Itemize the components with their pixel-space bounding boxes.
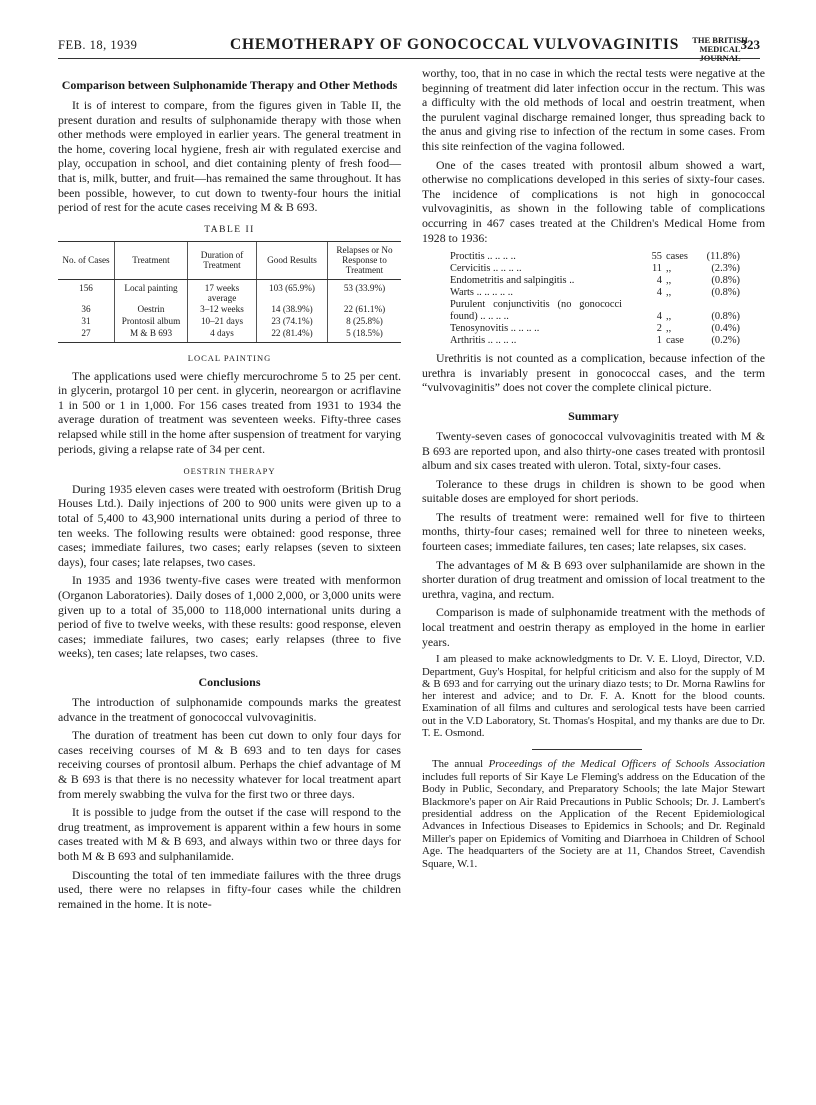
- complication-count: 11: [651, 263, 662, 275]
- complication-unit: ,,: [666, 287, 672, 299]
- conclusions-heading: Conclusions: [198, 674, 261, 689]
- conclusions-paragraph-3: It is possible to judge from the outset if the case will respond to the drug treatment, as improvement is apparent within a few hours in some cases treated with M & B 693, and always within two or three days for both M & B 693 and sulphanilamide.: [58, 805, 401, 863]
- complication-name: Tenosynovitis .. .. .. ..: [450, 323, 540, 335]
- summary-paragraph-4: The advantages of M & B 693 over sulphanilamide are shown in the shorter duration of drug treatment and omission of local treatment to the urethra, vagina, and rectum.: [422, 557, 765, 601]
- complications-paragraph: One of the cases treated with prontosil album showed a wart, otherwise no complications developed in this series of sixty-four cases. The incidence of complications is not high in gonococcal vulvovaginitis, as shown in the following table of complications occurring in 467 cases treated at the Children's Medical Home from 1928 to 1936:: [422, 157, 765, 245]
- table-row: [58, 280, 401, 305]
- complication-unit: case: [666, 335, 684, 347]
- table-row: [58, 304, 401, 316]
- complication-name: Arthritis .. .. .. ..: [450, 335, 517, 347]
- complication-percent: (2.3%): [711, 263, 740, 275]
- table-cell: 8 (25.8%): [328, 316, 402, 328]
- left-column: [58, 66, 401, 915]
- complications-table: [450, 251, 740, 347]
- complication-percent: (11.8%): [706, 251, 740, 263]
- complication-count: 4: [656, 275, 662, 287]
- complication-row: [450, 251, 740, 263]
- table-cell: 53 (33.9%): [328, 280, 402, 305]
- table-cell: 10–21 days: [188, 316, 257, 328]
- complication-percent: (0.8%): [711, 275, 740, 287]
- notice-text-pre: The annual: [432, 758, 489, 771]
- header-rule: [58, 58, 760, 59]
- complication-unit: ,,: [666, 323, 672, 335]
- table-cell: Prontosil album: [115, 316, 188, 328]
- header-journal-line1: THE BRITISH: [692, 35, 748, 45]
- table-cell: 22 (81.4%): [257, 328, 328, 343]
- summary-paragraph-3: The results of treatment were: remained well for five to thirteen months, thirty-four cases; remained well for three to nineteen weeks, fourteen cases; immediate failures, ten cases; late relapses, six cases.: [422, 509, 765, 554]
- table-cell: M & B 693: [115, 328, 188, 343]
- complication-percent: (0.8%): [711, 287, 740, 299]
- table-header-cell: Treatment: [115, 242, 188, 280]
- acknowledgments: I am pleased to make acknowledgments to Dr. V. E. Lloyd, Director, V.D. Department, Guy's Hospital, for helpful criticism and also for the supply of M & B 693 and for carrying out the urinary diazo tests; to Dr. Morna Rawlins for her interest and advice; and to Dr. F. A. Knott for the blood counts. Examination of all films and cultures and serological tests have been carried out in the V.D Laboratory, St. Thomas's Hospital, and my thanks are due to Dr. T. E. Osmond.: [422, 653, 765, 739]
- right-column: [422, 66, 765, 870]
- complication-name: Cervicitis .. .. .. ..: [450, 263, 522, 275]
- complication-count: 2: [656, 323, 662, 335]
- summary-paragraph-5: Comparison is made of sulphonamide treatment with the methods of local treatment and oestrin therapy as employed in the home in earlier years.: [422, 605, 765, 649]
- conclusions-paragraph-4: Discounting the total of ten immediate failures with the three drugs used, there were no relapses in fifty-four cases while the children remained in the home. It is note-: [58, 867, 401, 911]
- table-cell: 17 weeks average: [188, 280, 257, 305]
- table-cell: 103 (65.9%): [257, 280, 328, 305]
- section-divider: [532, 749, 642, 750]
- table-cell: Oestrin: [115, 304, 188, 316]
- complication-unit: ,,: [666, 275, 672, 287]
- table-header-cell: No. of Cases: [58, 242, 115, 280]
- table-cell: 3–12 weeks: [188, 304, 257, 316]
- oestrin-paragraph-2: In 1935 and 1936 twenty-five cases were treated with menformon (Organon Laboratories). Daily doses of 1,000 2,000, or 3,000 units were given up to a total of 35,000 to 118,000 international units during a period of five to twelve weeks, with these results: good response, eleven cases; immediate failures, two cases; early relapses (three to five weeks), ten cases; late relapses, two cases.: [58, 573, 401, 661]
- complication-row: [450, 299, 740, 323]
- complication-count: 4: [656, 311, 662, 323]
- complication-name: Proctitis .. .. .. ..: [450, 251, 516, 263]
- complication-name: Warts .. .. .. .. ..: [450, 287, 513, 299]
- conclusions-paragraph-1: The introduction of sulphonamide compounds marks the greatest advance in the treatment of gonococcal vulvovaginitis.: [58, 694, 401, 724]
- comparison-paragraph: It is of interest to compare, from the figures given in Table II, the present duration and results of sulphonamide therapy with those when other methods were employed in earlier years. The general treatment in the home, covering local hygiene, fresh air with regulated exercise and play, occupation in school, and diet containing plenty of fresh food—that is, milk, butter, and fruit—has remained the same throughout. It has been possible, however, to cut down to twenty-four hours the initial period of rest for the acute cases receiving M & B 693.: [58, 98, 401, 215]
- table-header-row: [58, 242, 401, 280]
- conclusions-paragraph-2: The duration of treatment has been cut down to only four days for cases receiving courses of M & B 693 and to ten days for cases receiving courses of prontosil album. Perhaps the chief advantage of M & B 693 is that there is no necessity whatever for local treatment apart from merely swabbing the vulva for the first two or three days.: [58, 728, 401, 801]
- oestrin-heading: OESTRIN THERAPY: [183, 466, 276, 477]
- notice-text-post: includes full reports of Sir Kaye Le Fleming's address on the Education of the Body in Public, Secondary, and Preparatory Schools; the late Major Stewart Blackmore's paper on Air Raid Precautions in Public Schools; Dr. J. Lambert's presidential address on the Application of the Recent Epidemiological Advances in Infectious Diseases to Epidemics in Schools; and Dr. Reginald Miller's paper on Epidemics of Vomiting and Diarrhoea in Children of School Age. The headquarters of the Society are at 11, Chandos Street, Cavendish Square, W.1.: [422, 770, 765, 870]
- comparison-heading: Comparison between Sulphonamide Therapy and Other Methods: [61, 78, 398, 92]
- running-header: [58, 35, 760, 63]
- summary-heading: Summary: [568, 408, 619, 423]
- complication-row: [450, 275, 740, 287]
- header-title: CHEMOTHERAPY OF GONOCOCCAL VULVOVAGINITIS: [230, 36, 680, 53]
- table-cell: 4 days: [188, 328, 257, 343]
- table-cell: 23 (74.1%): [257, 316, 328, 328]
- table-cell: 31: [81, 315, 91, 326]
- urethritis-paragraph: Urethritis is not counted as a complication, because infection of the urethra is invariably present in gonococcal cases, and the term “vulvovaginitis” does not cover the complete clinical picture.: [422, 351, 765, 395]
- oestrin-paragraph-1: During 1935 eleven cases were treated with oestroform (British Drug Houses Ltd.). Daily injections of 200 to 900 units were given up to a total of 5,400 to 43,900 international units during a period of three to ten weeks. The following results were obtained: good response, three cases; immediate failures, two cases; early relapses (seven to sixteen days), four cases; late relapses, two cases.: [58, 481, 401, 569]
- table-header-cell: Duration of Treatment: [188, 242, 257, 280]
- header-page-number: 323: [740, 37, 760, 52]
- summary-paragraph-1: Twenty-seven cases of gonococcal vulvovaginitis treated with M & B 693 are reported upon, and also thirty-one cases treated with prontosil album and six cases treated with uleron. Total, sixty-four cases.: [422, 428, 765, 473]
- complication-count: 55: [651, 251, 662, 263]
- table-cell: 5 (18.5%): [328, 328, 402, 343]
- complication-row: [450, 263, 740, 275]
- complication-row: [450, 287, 740, 299]
- complication-name: Endometritis and salpingitis ..: [450, 275, 575, 287]
- table-ii: [58, 241, 401, 343]
- continued-paragraph: worthy, too, that in no case in which the rectal tests were negative at the beginning of treatment did later infection occur in the rectum. This was a difficulty with the old methods of local and oestrin treatment, when the purulent vaginal discharge remained longer, thus spreading back to the anus and giving rise to infection of the rectum in some cases. From this site reinfection of the vagina followed.: [422, 66, 765, 153]
- table-row: [58, 316, 401, 328]
- table-cell: Local painting: [115, 280, 188, 305]
- local-painting-paragraph: The applications used were chiefly mercurochrome 5 to 25 per cent. in glycerin, protargol 10 per cent. in glycerin, neoreargon or acriflavine 1 in 500 or 1 in 1,000. For 156 cases treated from 1931 to 1934 the average duration of treatment was seventeen weeks. Fifty-three cases relapsed while still in the home after suspension of treatment for varying periods, giving a relapse rate of 34 per cent.: [58, 368, 401, 456]
- header-date: FEB. 18, 1939: [58, 38, 138, 52]
- summary-paragraph-2: Tolerance to these drugs in children is shown to be good when suitable doses are employed for short periods.: [422, 476, 765, 506]
- complication-percent: (0.8%): [711, 311, 740, 323]
- notice-proceedings-title: Proceedings of the Medical Officers of Schools Association: [488, 758, 765, 771]
- table-caption: TABLE II: [204, 224, 255, 235]
- complication-unit: ,,: [666, 263, 672, 275]
- complication-unit: ,,: [666, 311, 672, 323]
- complication-row: [450, 335, 740, 347]
- table-cell: 27: [58, 328, 115, 343]
- local-painting-heading: LOCAL PAINTING: [187, 353, 272, 364]
- complication-unit: cases: [666, 251, 688, 263]
- notice-paragraph: [422, 758, 765, 870]
- complication-name: Purulent conjunctivitis (no gonococci found) .. .. .. ..: [450, 299, 622, 323]
- table-cell: 36: [81, 304, 91, 315]
- complication-percent: (0.4%): [711, 323, 740, 335]
- table-cell: 22 (61.1%): [328, 304, 402, 316]
- table-header-cell: Relapses or No Response to Treatment: [328, 242, 402, 280]
- complication-count: 1: [656, 335, 662, 347]
- table-row: [58, 328, 401, 343]
- complication-percent: (0.2%): [711, 335, 740, 347]
- table-cell: 14 (38.9%): [257, 304, 328, 316]
- complication-row: [450, 323, 740, 335]
- complication-count: 4: [656, 287, 662, 299]
- header-journal-line2: MEDICAL JOURNAL: [699, 44, 741, 63]
- table-header-cell: Good Results: [257, 242, 328, 280]
- table-cell: 156: [79, 283, 93, 294]
- society-notice: [422, 758, 765, 870]
